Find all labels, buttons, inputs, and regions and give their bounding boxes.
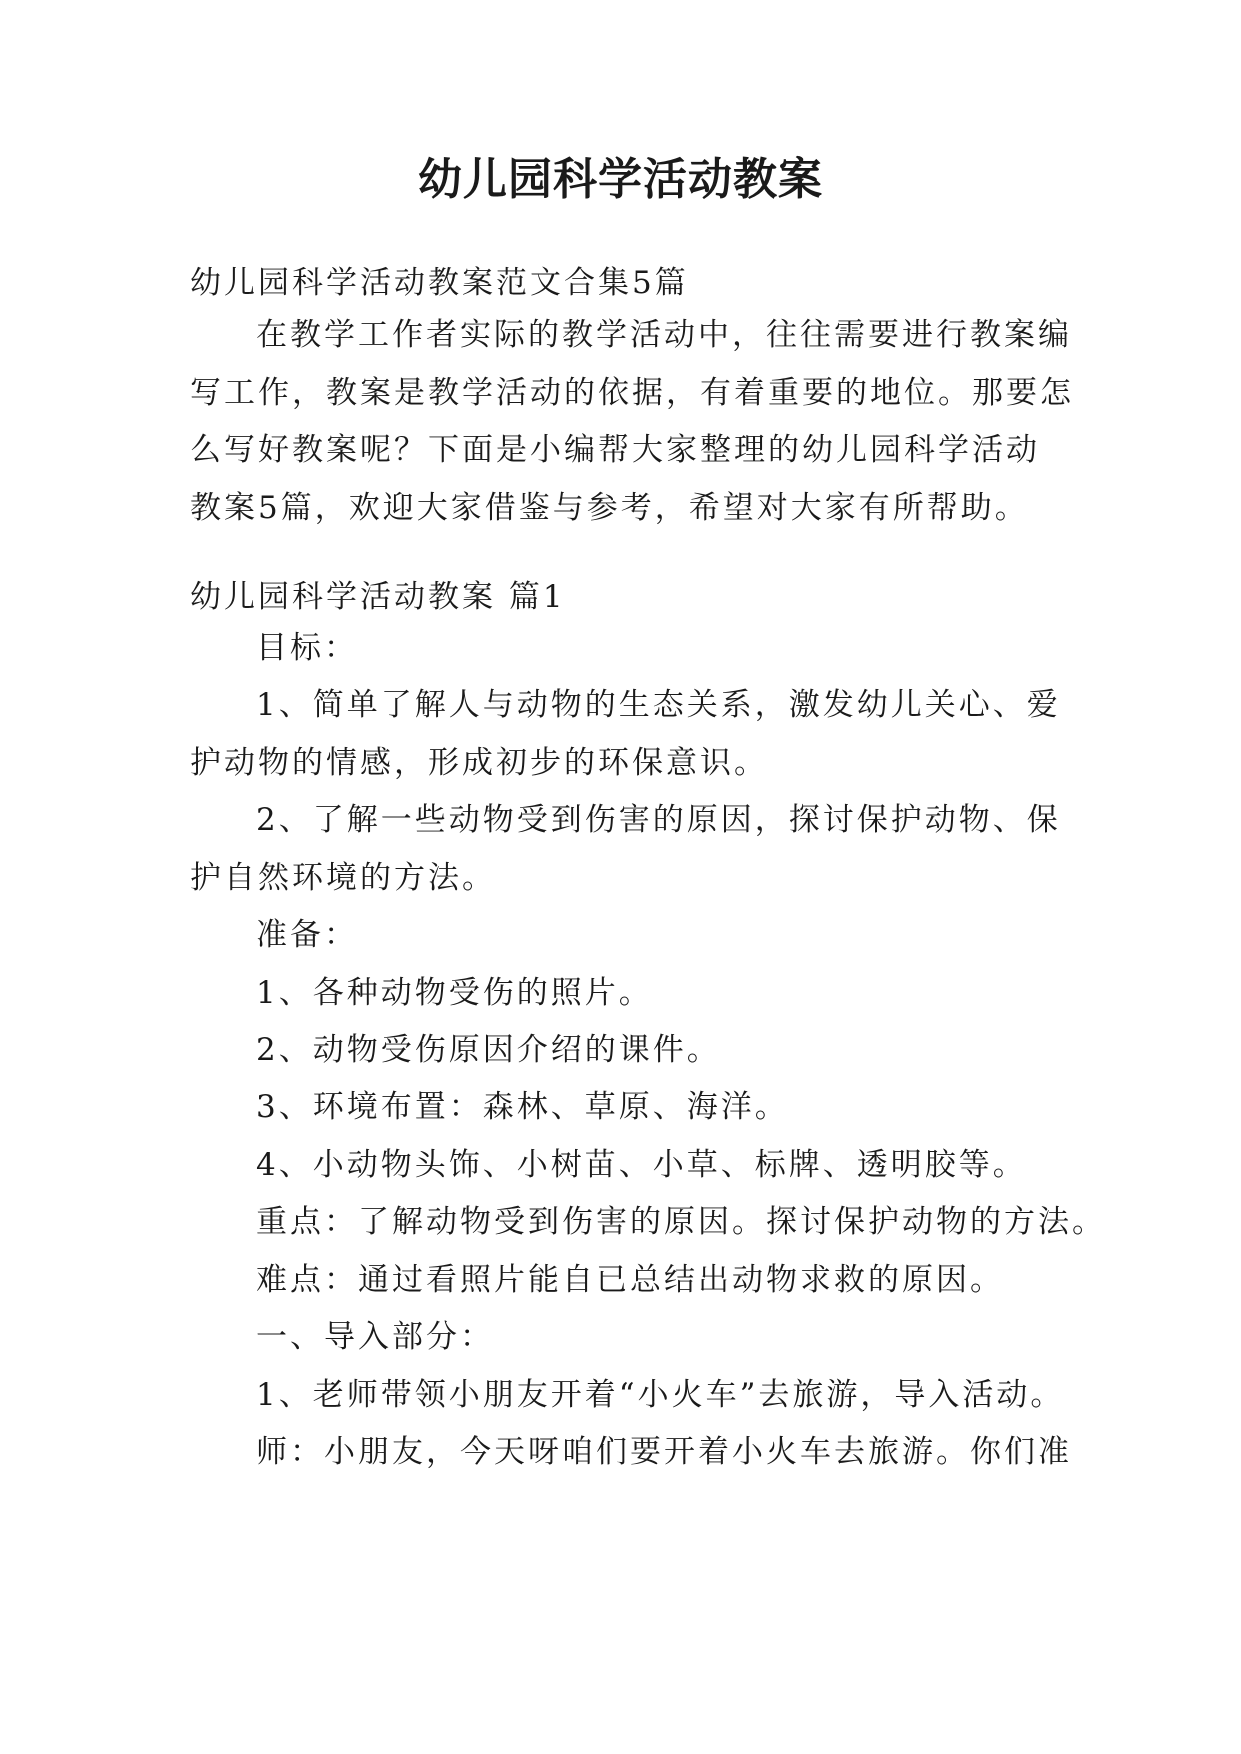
section-line: 1、老师带领小朋友开着“小火车”去旅游，导入活动。	[256, 1377, 1065, 1413]
section-line: 师：小朋友，今天呀咱们要开着小火车去旅游。你们准	[256, 1434, 1072, 1470]
section-line: 1、各种动物受伤的照片。	[256, 975, 653, 1011]
section-line: 目标：	[256, 630, 358, 666]
intro-line: 教案5篇，欢迎大家借鉴与参考，希望对大家有所帮助。	[190, 490, 1029, 526]
intro-line: 在教学工作者实际的教学活动中，往往需要进行教案编	[256, 317, 1072, 353]
subtitle: 幼儿园科学活动教案范文合集5篇	[190, 265, 689, 301]
section-heading: 幼儿园科学活动教案 篇1	[190, 579, 566, 615]
section-line: 一、导入部分：	[256, 1319, 494, 1355]
section-line: 重点：了解动物受到伤害的原因。探讨保护动物的方法。	[256, 1204, 1106, 1240]
section-line: 2、动物受伤原因介绍的课件。	[256, 1032, 721, 1068]
intro-line: 写工作，教案是教学活动的依据，有着重要的地位。那要怎	[190, 375, 1074, 411]
section-line: 准备：	[256, 917, 358, 953]
section-line: 护动物的情感，形成初步的环保意识。	[190, 745, 768, 781]
section-line: 2、了解一些动物受到伤害的原因，探讨保护动物、保	[256, 802, 1061, 838]
section-line: 3、环境布置：森林、草原、海洋。	[256, 1089, 789, 1125]
document-title: 幼儿园科学活动教案	[418, 154, 823, 205]
section-line: 4、小动物头饰、小树苗、小草、标牌、透明胶等。	[256, 1147, 1027, 1183]
section-line: 护自然环境的方法。	[190, 860, 496, 896]
section-line: 1、简单了解人与动物的生态关系，激发幼儿关心、爱	[256, 687, 1061, 723]
intro-line: 么写好教案呢？下面是小编帮大家整理的幼儿园科学活动	[190, 432, 1040, 468]
section-line: 难点：通过看照片能自已总结出动物求救的原因。	[256, 1262, 1004, 1298]
